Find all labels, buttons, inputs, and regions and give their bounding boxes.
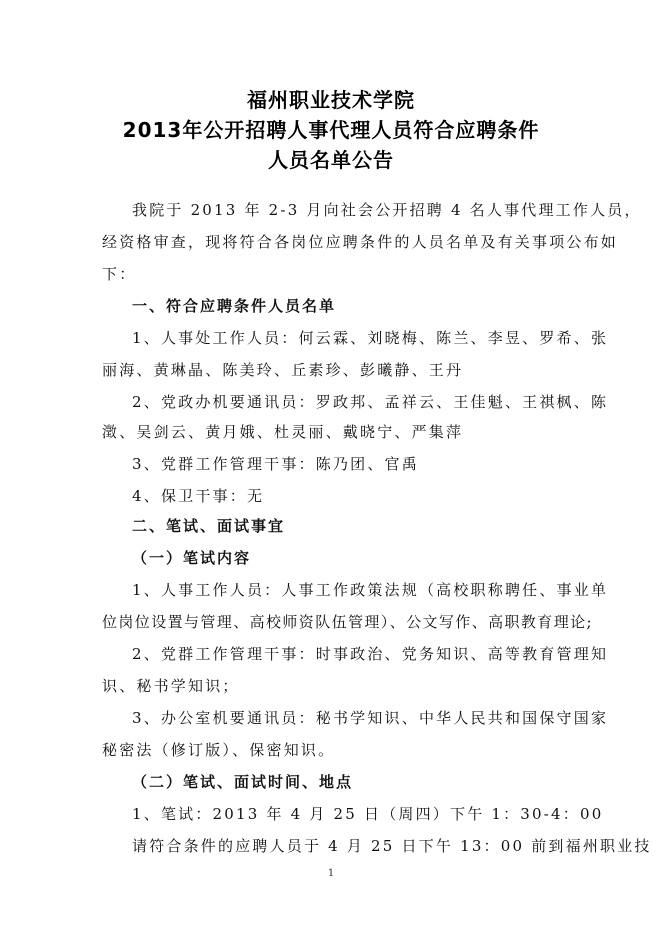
exam-content-item: 2、党群工作管理干事：时事政治、党务知识、高等教育管理知 <box>132 645 609 663</box>
list-item-hr-staff-cont: 丽海、黄琳晶、陈美玲、丘素珍、彭曦静、王丹 <box>102 361 464 379</box>
list-item-party-officer: 3、党群工作管理干事：陈乃团、官禹 <box>132 455 419 473</box>
section-heading-exam: 二、笔试、面试事宜 <box>132 517 286 535</box>
announcement-title: 2013年公开招聘人事代理人员符合应聘条件 <box>122 118 540 142</box>
exam-content-item: 3、办公室机要通讯员：秘书学知识、中华人民共和国保守国家 <box>132 709 609 727</box>
institution-title: 福州职业技术学院 <box>247 88 415 112</box>
exam-instruction-line: 请符合条件的应聘人员于 4 月 25 日下午 13：00 前到福州职业技 <box>132 837 652 855</box>
intro-line: 经资格审查，现将符合各岗位应聘条件的人员名单及有关事项公布如 <box>102 233 619 251</box>
exam-content-item-cont: 识、秘书学知识； <box>102 677 240 695</box>
exam-content-item-cont: 位岗位设置与管理、高校师资队伍管理）、公文写作、高职教育理论; <box>102 613 593 631</box>
exam-content-item: 1、人事工作人员：人事工作政策法规（高校职称聘任、事业单 <box>132 581 609 599</box>
exam-time-item: 1、笔试：2013 年 4 月 25 日（周四）下午 1：30-4：00 <box>132 805 604 823</box>
intro-line: 下： <box>102 265 137 283</box>
list-item-security-officer: 4、保卫干事：无 <box>132 487 265 505</box>
page-number: 1 <box>327 868 335 879</box>
list-item-confidential-clerk: 2、党政办机要通讯员：罗政邦、孟祥云、王佳魁、王祺枫、陈 <box>132 393 609 411</box>
announcement-subtitle: 人员名单公告 <box>268 148 394 172</box>
section-heading-list: 一、符合应聘条件人员名单 <box>132 297 337 315</box>
subsection-heading-time-place: （二）笔试、面试时间、地点 <box>132 773 354 791</box>
exam-content-item-cont: 秘密法（修订版）、保密知识。 <box>102 741 336 759</box>
intro-line: 我院于 2013 年 2-3 月向社会公开招聘 4 名人事代理工作人员， <box>132 201 642 219</box>
list-item-hr-staff: 1、人事处工作人员：何云霖、刘晓梅、陈兰、李昱、罗希、张 <box>132 329 609 347</box>
list-item-confidential-clerk-cont: 澂、吴剑云、黄月娥、杜灵丽、戴晓宁、严集萍 <box>102 423 464 441</box>
subsection-heading-exam-content: （一）笔试内容 <box>132 549 252 567</box>
